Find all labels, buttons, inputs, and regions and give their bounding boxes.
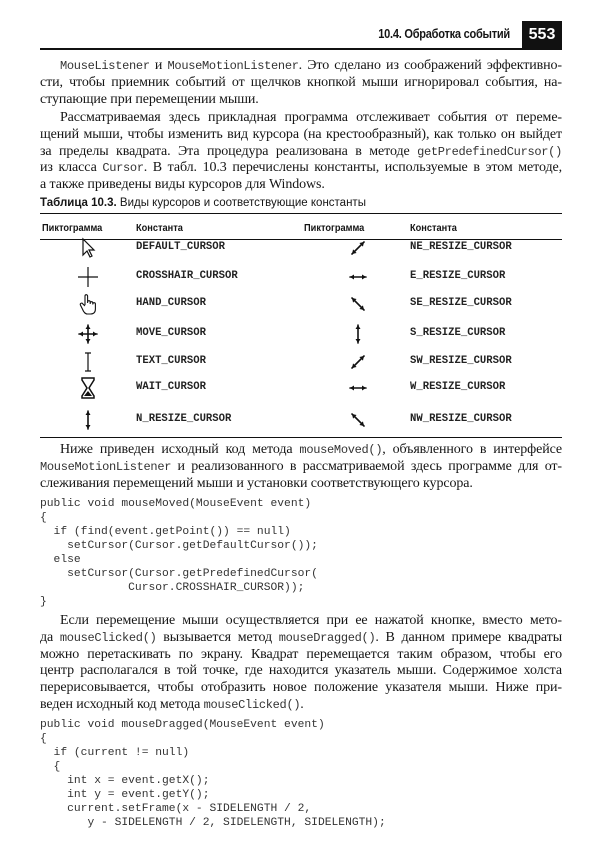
text-segment: и [149,58,168,73]
cursor-constant: SW_RESIZE_CURSOR [410,355,512,367]
cursor-constant: NW_RESIZE_CURSOR [410,413,512,425]
arrow-cursor-icon [76,236,100,260]
text-segment: вызывается метод [156,629,279,645]
text-segment: Рассматриваемая здесь прикладная программа отслеживает события от переме- [60,110,562,125]
cursor-constant: HAND_CURSOR [136,297,206,309]
se-resize-icon [346,292,370,316]
code-block: public void mouseDragged(MouseEvent event) { if (current != null) { int x = event.getX(); int y = event.getY(); current.setFrame(x - SIDELENGTH / 2, y - SIDELENGTH / 2, SIDELENGTH, SIDELENGTH); [40,719,386,829]
paragraph [40,58,562,108]
text-line [40,110,562,127]
text-segment: да [40,629,60,645]
text-segment: щений мыши, чтобы изменить вид курсора (на крестообразный), как только он выйдет [40,126,562,142]
text-line [40,58,562,75]
inline-code: mouseClicked() [59,630,157,645]
s-resize-icon [346,322,370,346]
cursor-constant: N_RESIZE_CURSOR [136,413,232,425]
cursor-table [40,213,562,438]
running-header [40,21,562,50]
move-cursor-icon [76,322,100,346]
nw-resize-icon [346,408,370,432]
text-line [40,476,562,493]
inline-code: MouseMotionListener [167,59,299,73]
section-title: 10.4. Обработка событий [378,26,510,41]
hourglass-icon [76,376,100,400]
text-segment: за пределы квадрата. Эта процедура реализована в методе [40,143,418,159]
text-line [40,75,562,92]
text-segment: перерисовывается, чтобы отобразить новое положение указателя мыши. Ниже при- [40,680,562,696]
text-segment: слеживания перемещений мыши и установки соответствующего курсора. [40,475,473,491]
code-block: public void mouseMoved(MouseEvent event) { if (find(event.getPoint()) == null) setCursor(Cursor.getDefaultCursor()); else setCursor(Cursor.getPredefinedCursor( Cursor.CROSSHAIR_CURSOR)); } [40,498,318,608]
table-header: Константа [410,222,457,234]
page-number: 553 [522,21,562,48]
cursor-constant: SE_RESIZE_CURSOR [410,297,512,309]
inline-code: MouseListener [60,59,150,73]
table-header: Пиктограмма [42,222,103,234]
text-segment: . Это сделано из соображений эффективно- [298,58,562,73]
text-line [40,177,562,194]
text-segment: сти, чтобы приемник событий от щелчков кнопкой мыши игнорировал события, на- [40,74,562,90]
paragraph [40,442,562,492]
inline-code: mouseMoved() [299,443,383,457]
e-resize-icon [346,265,370,289]
w-resize-icon [346,376,370,400]
text-segment: ступающие при перемещении мыши. [40,91,259,107]
cursor-constant: E_RESIZE_CURSOR [410,270,506,282]
text-segment: из класса [40,160,103,176]
table-caption [40,196,366,210]
sw-resize-icon [346,350,370,374]
divider [40,239,562,240]
text-segment: центр располагался в той точке, где находится указатель мыши. Содержимое холста [40,663,562,679]
table-caption-text: Виды курсоров и соответствующие константы [116,197,366,209]
text-segment: , объявленного в интерфейсе [382,442,562,457]
text-line [40,647,562,664]
inline-code: MouseMotionListener [40,459,172,474]
text-segment: . В данном примере квадраты [375,629,562,645]
paragraph [40,613,562,714]
table-header: Константа [136,222,183,234]
text-line [40,663,562,680]
cursor-constant: CROSSHAIR_CURSOR [136,270,238,282]
cursor-constant: DEFAULT_CURSOR [136,241,226,253]
cursor-constant: W_RESIZE_CURSOR [410,381,506,393]
cursor-constant: S_RESIZE_CURSOR [410,327,506,339]
text-segment: . [300,696,304,712]
n-resize-icon [76,408,100,432]
cursor-constant: WAIT_CURSOR [136,381,206,393]
text-segment: Если перемещение мыши осуществляется при ее нажатой кнопке, вместо мето- [60,613,562,628]
text-line [40,160,562,177]
inline-code: mouseClicked() [203,697,301,712]
crosshair-icon [76,265,100,289]
inline-code: mouseDragged() [278,630,376,645]
hand-cursor-icon [76,292,100,316]
cursor-constant: TEXT_CURSOR [136,355,206,367]
text-line [40,697,562,714]
text-cursor-icon [76,350,100,374]
cursor-constant: MOVE_CURSOR [136,327,206,339]
table-caption-label: Таблица 10.3. [40,197,117,209]
text-segment: веден исходный код метода [40,696,204,712]
text-line [40,613,562,630]
cursor-constant: NE_RESIZE_CURSOR [410,241,512,253]
text-line [40,630,562,647]
text-segment: . В табл. 10.3 перечислены константы, используемые в этом методе, [143,160,562,176]
paragraph [40,110,562,194]
text-line [40,144,562,161]
text-segment: и реализованного в рассматриваемой здесь программе для от- [171,458,562,474]
table-header: Пиктограмма [304,222,365,234]
inline-code: getPredefinedCursor() [417,144,562,159]
text-line [40,92,562,109]
text-segment: Ниже приведен исходный код метода [60,442,300,457]
text-segment: можно перетаскивать по экрану. Квадрат перемещается таким образом, чтобы его [40,646,562,662]
inline-code: Cursor [102,161,144,176]
text-line [40,442,562,459]
text-segment: а также приведены виды курсоров для Windows. [40,177,325,193]
text-line [40,459,562,476]
ne-resize-icon [346,236,370,260]
text-line [40,127,562,144]
text-line [40,680,562,697]
